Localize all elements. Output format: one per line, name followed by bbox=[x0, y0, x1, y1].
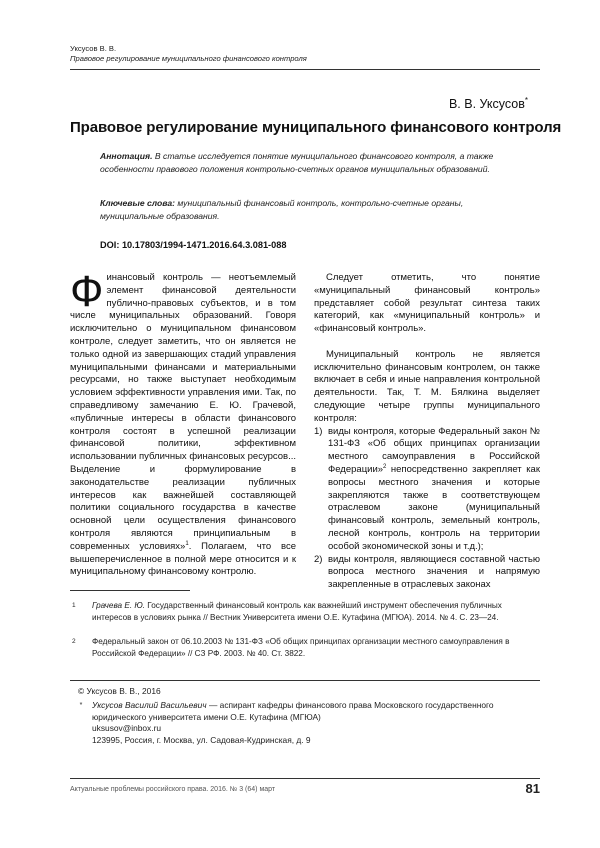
author-mark: * bbox=[79, 701, 83, 709]
footnote-divider bbox=[70, 590, 190, 591]
author-details bbox=[70, 700, 540, 747]
copyright-divider bbox=[70, 680, 540, 681]
list-number: 1) bbox=[314, 425, 323, 437]
abstract-label: Аннотация. bbox=[100, 151, 153, 161]
list-text bbox=[328, 426, 540, 554]
list-item bbox=[314, 554, 540, 592]
list-item bbox=[314, 426, 540, 554]
body-paragraph: Муниципальный контроль не является исключительно финансовым контролем, он также включает в себя и иные направления контрольной деятельности. Так, Т. М. Бялкина выделяет следующие четыре группы муниципального контроля: bbox=[314, 348, 540, 424]
footnote bbox=[70, 600, 540, 623]
author-footnote-mark: * bbox=[524, 96, 528, 105]
author-details-text bbox=[92, 700, 540, 747]
abstract bbox=[100, 150, 512, 175]
footnote-text: Федеральный закон от 06.10.2003 № 131-ФЗ «Об общих принципах организации местного самоуправления в Российской Федерации» // СЗ РФ. 2003. № 40. Ст. 3822. bbox=[92, 637, 510, 658]
body-column-left bbox=[70, 267, 297, 579]
list-text-b: непосредственно закрепляет как вопросы местного значения и которые закрепляются также в соответствующем отраслевом законе (муниципальный финансовый контроль, земельный контроль, лесной контроль, контроль на территории особой экономической зоны и т.д.); bbox=[328, 463, 540, 552]
list-text: виды контроля, являющиеся составной частью вопроса местного значения и напрямую закрепленные в отраслевых законах bbox=[328, 553, 540, 591]
author-position: — аспирант кафедры финансового права Московского государственного юридического университета имени О.Е. Кутафина (МГЮА) bbox=[92, 699, 494, 722]
author-info bbox=[70, 686, 540, 747]
body-paragraph: Следует отметить, что понятие «муниципальный финансовый контроль» представляет собой результат синтеза таких категорий, как «муниципальный контроль» и «финансовый контроль». bbox=[314, 272, 540, 335]
footnote-ref-1: 1 bbox=[185, 540, 189, 547]
article-author bbox=[449, 96, 528, 111]
body-paragraph bbox=[70, 267, 297, 579]
list-text-a: виды контроля, которые Федеральный закон № 131-ФЗ «Об общих принципах организации местного самоуправления в Российской Федерации» bbox=[328, 425, 540, 475]
author-name: В. В. Уксусов bbox=[448, 97, 525, 112]
doi: DOI: 10.17803/1994-1471.2016.64.3.081-088 bbox=[100, 240, 287, 250]
footnote-number: 1 bbox=[72, 602, 76, 609]
list-number: 2) bbox=[314, 553, 323, 565]
copyright-line: © Уксусов В. В., 2016 bbox=[78, 686, 161, 696]
running-head bbox=[70, 44, 540, 64]
keywords-label: Ключевые слова: bbox=[100, 198, 175, 208]
footnote-number: 2 bbox=[72, 638, 76, 645]
drop-cap: Ф bbox=[70, 267, 104, 316]
paragraph-text: инансовый контроль — неотъемлемый элемент финансовой деятельности публично-правовых субъектов, и в том числе муниципальных образований. Говоря исключительно о муниципальном финансовом контроле, следует заметить, что он является не только одной из завершающих стадий управления муниципальными финансами и материальными ресурсами, но также выступает необходимым условием эффективности управления ими. Так, по справедливому замечанию Е. Ю. Грачевой, «публичные интересы в области финансового контроля состоят в успешной реализации финансовой политики, эффективном использовании публичных финансовых ресурсов... Выделение и формулирование в законодательстве реализации публичных интересов как важнейшей составляющей политики социального государства в качестве основной цели осуществления финансового контроля являются принципиальным в современных условиях» bbox=[70, 272, 296, 552]
footnote-text bbox=[92, 600, 540, 623]
author-address: 123995, Россия, г. Москва, ул. Садовая-Кудринская, д. 9 bbox=[92, 735, 311, 746]
journal-citation: Актуальные проблемы российского права. 2016. № 3 (64) март bbox=[70, 786, 276, 793]
footnote-author: Грачева Е. Ю. bbox=[92, 601, 146, 610]
paragraph-text-cont: . Полагаем, что все вышеперечисленное в полной мере относится и к муниципальному финансовому контролю. bbox=[70, 540, 297, 578]
page-number: 81 bbox=[525, 781, 540, 796]
body-column-right bbox=[314, 272, 540, 592]
author-email[interactable]: uksusov@inbox.ru bbox=[92, 723, 162, 734]
header-divider bbox=[70, 69, 540, 70]
footnote-body: Государственный финансовый контроль как важнейший инструмент обеспечения публичных интересов в условиях рынка // Вестник Университета имени О.Е. Кутафина (МГЮА). 2014. № 4. С. 23—24. bbox=[92, 601, 502, 622]
footnote bbox=[70, 636, 540, 659]
article-title: Правовое регулирование муниципального финансового контроля bbox=[70, 119, 562, 136]
author-full-name: Уксусов Василий Васильевич bbox=[92, 699, 207, 710]
abstract-text: В статье исследуется понятие муниципального финансового контроля, а также особенности правового положения контрольно-счетных органов муниципальных образований. bbox=[100, 151, 494, 174]
keywords bbox=[100, 197, 512, 222]
footer-divider bbox=[70, 778, 540, 779]
footnote-ref-2: 2 bbox=[383, 463, 387, 470]
running-head-title: Правовое регулирование муниципального финансового контроля bbox=[70, 54, 307, 63]
running-head-author: Уксусов В. В. bbox=[70, 44, 117, 53]
keywords-text: муниципальный финансовый контроль, контрольно-счетные органы, муниципальные образования. bbox=[100, 198, 464, 221]
